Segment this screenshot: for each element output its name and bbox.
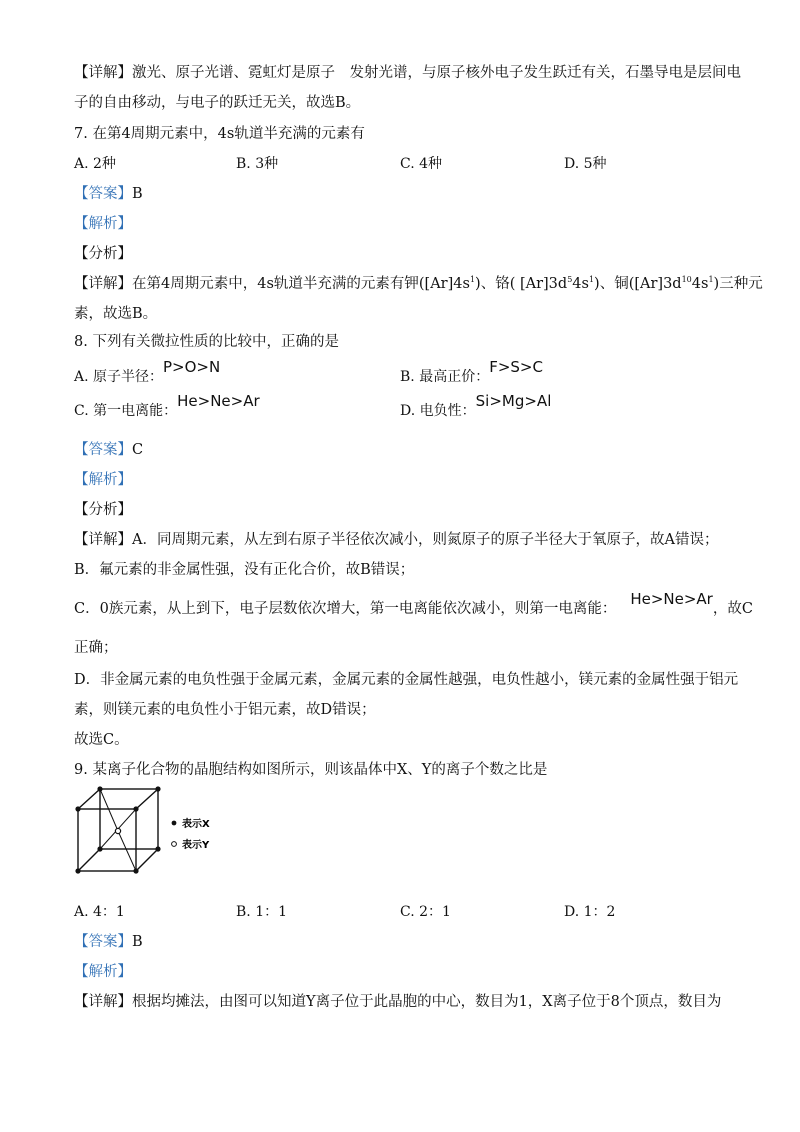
q9-answer-value: B [132, 934, 143, 950]
q7-answer [74, 184, 143, 204]
superscript: 10 [681, 275, 692, 285]
q7-option-a: A. 2种 [74, 156, 116, 172]
q8-option-d-math: Si>Mg>Al [475, 392, 552, 410]
q9-stem: 9. 某离子化合物的晶胞结构如图所示，则该晶体中X、Y的离子个数之比是 [74, 762, 548, 778]
q9-option-b: B. 1：1 [236, 904, 288, 920]
superscript: 1 [708, 275, 714, 285]
q7-detail-text-c: 4s [572, 276, 589, 292]
q8-detail-c1 [74, 590, 753, 619]
q8-option-c-label: C. 第一电离能： [74, 403, 178, 419]
superscript: 1 [469, 275, 476, 285]
answer-tag: 【答案】 [74, 442, 132, 458]
q9-detail-text: 根据均摊法，由图可以知道Y离子位于此晶胞的中心，数目为1，X离子位于8个顶点，数目为 [132, 994, 722, 1010]
q8-answer [74, 440, 143, 460]
y-ion [115, 828, 120, 833]
crystal-cell-figure [70, 785, 240, 885]
q9-option-a: A. 4：1 [74, 904, 125, 920]
detail-tag: 【详解】 [74, 532, 132, 548]
q7-detail-text-e: 4s [691, 276, 709, 292]
legend-x-label: 表示X [182, 819, 210, 830]
q8-detail-d1: D．非金属元素的电负性强于金属元素，金属元素的金属性越强，电负性越小，镁元素的金属性强于铝元 [74, 672, 739, 688]
q9-detail-line1 [74, 992, 721, 1012]
q8-option-c-math: He>Ne>Ar [177, 392, 260, 410]
q8-analysis-tag: 【解析】 [74, 472, 132, 488]
q7-detail-line1 [74, 274, 763, 294]
q7-detail-text-b: )、铬( [Ar]3d [475, 276, 568, 292]
q8-stem: 8. 下列有关微拉性质的比较中，正确的是 [74, 334, 339, 350]
detail-tag: 【详解】 [74, 65, 132, 81]
q8-option-d [400, 392, 552, 421]
q9-analysis-tag: 【解析】 [74, 964, 132, 980]
detail-tag: 【详解】 [74, 994, 132, 1010]
q8-option-b [400, 358, 543, 387]
q7-detail-text-d: )、铜([Ar]3d [594, 276, 682, 292]
q8-option-d-label: D. 电负性： [400, 403, 476, 419]
legend-x-dot [172, 821, 177, 826]
q7-fenxi-tag: 【分析】 [74, 246, 132, 262]
q9-answer [74, 932, 143, 952]
detail-tag: 【详解】 [74, 276, 132, 292]
q6-detail-line1 [74, 63, 741, 83]
q7-detail-text-f: )三种元 [713, 276, 763, 292]
q7-analysis-tag: 【解析】 [74, 216, 132, 232]
q7-stem: 7. 在第4周期元素中，4s轨道半充满的元素有 [74, 126, 365, 142]
q8-conclusion: 故选C。 [74, 732, 129, 748]
q7-option-d: D. 5种 [564, 156, 607, 172]
q7-detail-line2: 素，故选B。 [74, 306, 158, 322]
q8-option-b-label: B. 最高正价： [400, 369, 490, 385]
q7-detail-text-a: 在第4周期元素中，4s轨道半充满的元素有钾([Ar]4s [132, 276, 470, 292]
answer-tag: 【答案】 [74, 934, 132, 950]
q8-detail-d2: 素，则镁元素的电负性小于铝元素，故D错误； [74, 702, 376, 718]
q8-option-a [74, 358, 221, 387]
q9-option-d: D. 1：2 [564, 904, 616, 920]
q8-fenxi-tag: 【分析】 [74, 502, 132, 518]
q6-detail-line2: 子的自由移动，与电子的跃迁无关，故选B。 [74, 95, 361, 111]
q7-answer-value: B [132, 186, 143, 202]
q8-detail-c-text: C．0族元素，从上到下，电子层数依次增大，第一电离能依次减小，则第一电离能： [74, 601, 617, 617]
superscript: 1 [588, 275, 595, 285]
superscript: 5 [567, 275, 573, 285]
legend-y-dot [172, 842, 177, 847]
q8-detail-b: B．氟元素的非金属性强，没有正化合价，故B错误； [74, 562, 415, 578]
q7-option-b: B. 3种 [236, 156, 279, 172]
q8-option-a-label: A. 原子半径： [74, 369, 164, 385]
q8-option-b-math: F>S>C [489, 358, 543, 376]
q9-option-c: C. 2：1 [400, 904, 451, 920]
answer-tag: 【答案】 [74, 186, 132, 202]
q7-option-c: C. 4种 [400, 156, 443, 172]
legend-y-label: 表示Y [182, 840, 210, 851]
q8-detail-a [74, 530, 718, 550]
q6-detail-text1: 激光、原子光谱、霓虹灯是原子 发射光谱，与原子核外电子发生跃迁有关，石墨导电是层间电 [132, 65, 741, 81]
q8-option-c [74, 392, 260, 421]
q8-detail-c-math: He>Ne>Ar [630, 590, 713, 608]
q8-detail-c2: 正确； [74, 640, 118, 656]
q8-option-a-math: P>O>N [163, 358, 221, 376]
q8-detail-a-text: A．同周期元素，从左到右原子半径依次减小，则氮原子的原子半径大于氧原子，故A错误； [132, 532, 719, 548]
q8-answer-value: C [132, 442, 144, 458]
q8-detail-c-tail: ，故C [712, 601, 753, 617]
